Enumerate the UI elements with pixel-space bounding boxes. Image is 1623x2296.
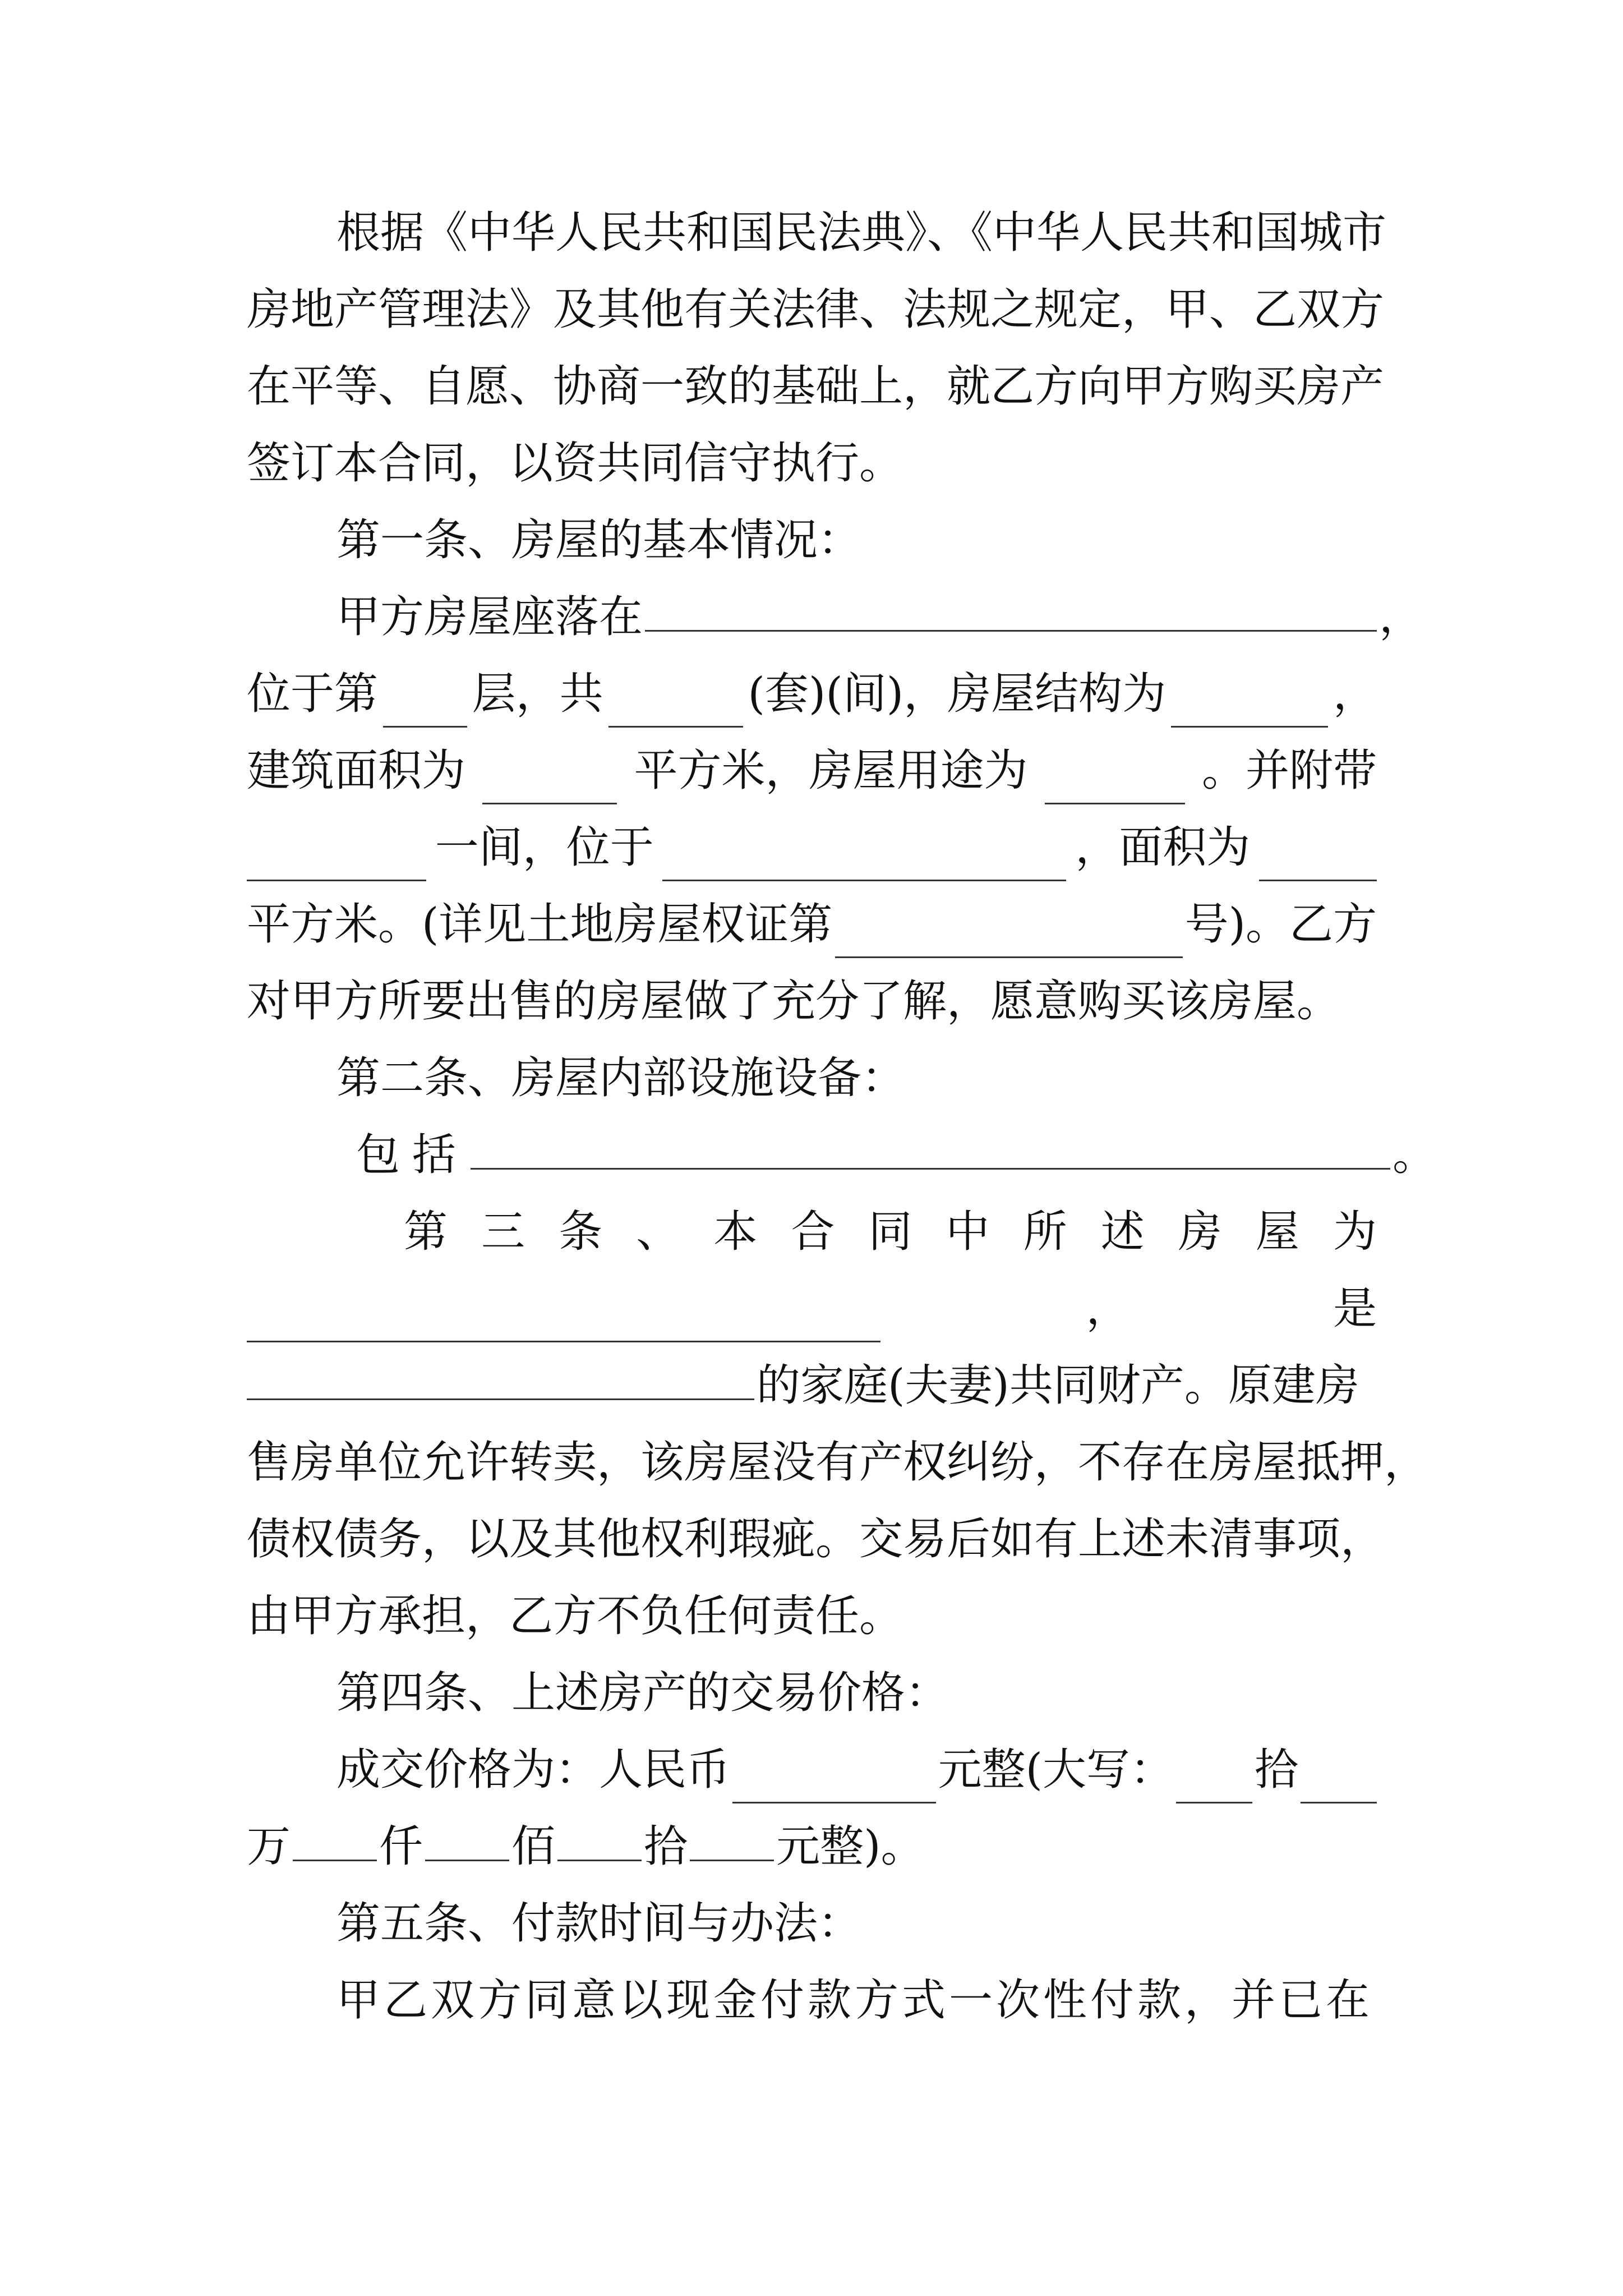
attached-area-label: ，面积为 [1075, 822, 1251, 873]
includes-label: 包括 [356, 1130, 469, 1180]
article3-char: 条 [559, 1207, 603, 1257]
comma: ， [1379, 592, 1423, 642]
floor-label: 位于第 [247, 669, 379, 719]
shi-blank[interactable] [557, 1820, 642, 1861]
yuan-blank[interactable] [690, 1820, 774, 1861]
price-uppercase-label: 元整(大写： [938, 1745, 1174, 1795]
intro-line-4: 签订本合同，以资共同信守执行。 [247, 438, 903, 489]
joint-property-text: 的家庭(夫妻)共同财产。原建房 [757, 1360, 1359, 1411]
article3-char: 述 [1100, 1207, 1145, 1257]
floor-blank[interactable] [383, 687, 467, 728]
intro-line-2: 房地产管理法》及其他有关法律、法规之规定，甲、乙双方 [247, 284, 1385, 335]
article1-line-4 [247, 814, 1377, 881]
article1-line-3 [247, 737, 1377, 804]
wan-label: 万 [247, 1821, 291, 1872]
total-label: 层，共 [472, 669, 603, 719]
article1-line-1 [247, 583, 1423, 651]
area-label: 建筑面积为 [247, 746, 466, 796]
article3-char: 屋 [1255, 1207, 1299, 1257]
total-blank[interactable] [608, 687, 743, 728]
owner-blank[interactable] [247, 1359, 754, 1400]
article3-char: 、 [636, 1207, 680, 1257]
article3-char: 本 [713, 1207, 758, 1257]
shi-wan-blank[interactable] [1176, 1763, 1252, 1803]
article1-title: 第一条、房屋的基本情况： [336, 515, 862, 565]
article4-line-1 [247, 1736, 1377, 1803]
certificate-suffix: 号)。乙方 [1184, 899, 1377, 950]
area-blank[interactable] [482, 763, 617, 804]
attached-location-blank[interactable] [662, 840, 1066, 881]
certificate-number-blank[interactable] [835, 917, 1183, 958]
article3-char: 同 [868, 1207, 912, 1257]
intro-line-3: 在平等、自愿、协商一致的基础上，就乙方向甲方购买房产 [247, 361, 1385, 412]
qian-label: 仟 [379, 1821, 423, 1872]
article4-title: 第四条、上述房产的交易价格： [336, 1668, 949, 1718]
qian-blank[interactable] [293, 1820, 377, 1861]
wan-blank[interactable] [1301, 1763, 1377, 1803]
location-label: 甲方房屋座落在 [336, 592, 643, 642]
bai-label: 佰 [511, 1821, 556, 1872]
structure-label: (套)(间)，房屋结构为 [748, 669, 1166, 719]
shi-label: 拾 [644, 1821, 688, 1872]
usage-label: 平方米，房屋用途为 [634, 746, 1028, 796]
is-label: 是 [1332, 1283, 1377, 1334]
article3-title [404, 1198, 1377, 1266]
certificate-label: 平方米。(详见土地房屋权证第 [247, 899, 833, 950]
article2-title: 第二条、房屋内部设施设备： [336, 1053, 906, 1103]
period: 。 [1393, 1130, 1437, 1180]
article3-char: 三 [481, 1207, 525, 1257]
attached-item-blank[interactable] [247, 840, 426, 881]
article1-line-5 [247, 891, 1377, 958]
comma: ， [1086, 1283, 1130, 1334]
article3-char: 所 [1023, 1207, 1067, 1257]
yuan-label: 元整)。 [776, 1821, 925, 1872]
bai-blank[interactable] [425, 1820, 509, 1861]
article5-line-1: 甲乙双方同意以现金付款方式一次性付款，并已在 [336, 1975, 1373, 2026]
article3-line-6: 由甲方承担，乙方不负任何责任。 [247, 1591, 903, 1641]
attached-area-blank[interactable] [1259, 840, 1377, 881]
article3-char: 中 [946, 1207, 990, 1257]
article1-line-6: 对甲方所要出售的房屋做了充分了解，愿意购买该房屋。 [247, 976, 1341, 1027]
facilities-blank[interactable] [471, 1129, 1390, 1170]
article3-char: 房 [1178, 1207, 1222, 1257]
usage-blank[interactable] [1045, 763, 1185, 804]
article3-char: 合 [791, 1207, 835, 1257]
article3-line-2 [247, 1275, 1377, 1342]
article3-char: 第 [404, 1207, 448, 1257]
price-amount-blank[interactable] [732, 1763, 936, 1803]
location-blank[interactable] [645, 591, 1377, 632]
article1-line-2 [247, 660, 1377, 728]
article2-line-1 [247, 1121, 1437, 1189]
structure-blank[interactable] [1171, 687, 1328, 728]
article5-title: 第五条、付款时间与办法： [336, 1898, 862, 1949]
article3-char: 为 [1332, 1207, 1377, 1257]
price-label: 成交价格为：人民币 [336, 1745, 731, 1795]
attached-label: 。并附带 [1201, 746, 1377, 796]
comma: ， [1332, 669, 1377, 719]
shi-label: 拾 [1255, 1745, 1299, 1795]
article4-line-2 [247, 1813, 1377, 1880]
article3-line-3 [247, 1352, 1377, 1419]
property-description-blank[interactable] [247, 1301, 880, 1342]
article3-line-4: 售房单位允许转卖，该房屋没有产权纠纷，不存在房屋抵押， [247, 1437, 1428, 1488]
article3-line-5: 债权债务，以及其他权利瑕疵。交易后如有上述未清事项， [247, 1514, 1385, 1565]
intro-line-1: 根据《中华人民共和国民法典》、《中华人民共和国城市 [336, 208, 1387, 258]
attached-location-label: 一间，位于 [435, 822, 654, 873]
